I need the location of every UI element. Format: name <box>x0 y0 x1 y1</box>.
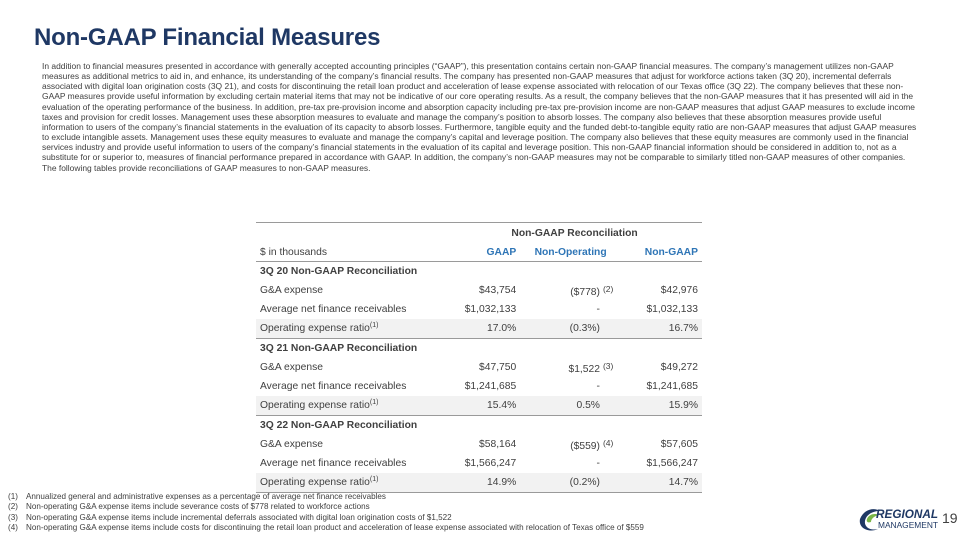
non-gaap-value: 14.7% <box>621 473 702 493</box>
section-heading-row <box>256 262 702 282</box>
row-label <box>256 473 447 493</box>
non-operating-value: - <box>596 381 600 392</box>
row-label-text: Operating expense ratio <box>260 400 370 411</box>
reconciliation-table <box>256 222 702 493</box>
non-gaap-value: $57,605 <box>660 439 698 450</box>
non-operating-value: 0.5% <box>576 400 600 411</box>
non-operating-value: (0.2%) <box>569 477 600 488</box>
gaap-value: $1,241,685 <box>464 381 517 392</box>
row-label-text: Average net finance receivables <box>260 381 407 392</box>
footnote-text: Non-operating G&A expense items include severance costs of $778 related to workforce actions <box>26 502 370 512</box>
row-label-text: G&A expense <box>260 439 323 450</box>
footnote-text: Non-operating G&A expense items include costs for discontinuing the retail loan product and acceleration of lease expense associated with relocation of Texas office of $559 <box>26 522 644 532</box>
section-heading-row <box>256 339 702 359</box>
non-operating-cell <box>520 281 621 300</box>
non-operating-value: ($778) <box>570 286 600 298</box>
table-row <box>256 454 702 473</box>
unit-label: $ in thousands <box>256 243 447 262</box>
table-group-header: Non-GAAP Reconciliation <box>447 223 702 244</box>
row-label-text: Operating expense ratio <box>260 323 370 334</box>
footnote-item <box>8 492 808 502</box>
non-operating-cell <box>520 358 621 377</box>
non-gaap-value: $49,272 <box>660 362 698 373</box>
row-label <box>256 358 447 377</box>
svg-text:MANAGEMENT: MANAGEMENT <box>878 520 938 530</box>
non-gaap-value: 15.9% <box>621 396 702 416</box>
row-label <box>256 396 447 416</box>
footnote-mark: (4) <box>602 437 614 448</box>
non-operating-value: ($559) <box>570 440 600 452</box>
non-operating-cell <box>520 454 621 473</box>
non-operating-cell <box>520 377 621 396</box>
table-group-header-row <box>256 223 702 244</box>
non-gaap-value: $1,032,133 <box>646 304 698 315</box>
non-operating-cell <box>520 435 621 454</box>
footnote-ref: (1) <box>369 399 379 406</box>
non-operating-cell <box>520 473 621 493</box>
footnote-number: (2) <box>8 502 18 512</box>
row-label <box>256 454 447 473</box>
footnote-mark: (2) <box>602 283 614 294</box>
non-operating-cell <box>520 319 621 339</box>
row-label-text: Average net finance receivables <box>260 458 407 469</box>
footnotes-list <box>8 492 808 533</box>
non-gaap-value: $1,241,685 <box>646 381 698 392</box>
row-label-text: G&A expense <box>260 362 323 373</box>
intro-paragraph: In addition to financial measures presented in accordance with generally accepted accounting principles (“GAAP”), this presentation contains certain non-GAAP financial measures. The company’s management utilizes non-GAAP measures as additional metrics to aid in, and enhance, its understanding of the company’s financial results. The company has presented non-GAAP measures that adjust for workforce actions taken (3Q 20), incremental deferrals associated with digital loan origination costs (3Q 21), and costs for discontinuing the retail loan product and acceleration of lease expense associated with relocation of our Texas office (3Q 22). The company believes that these non-GAAP measures provide useful information by excluding certain material items that may not be indicative of our core operating results. As a result, the company believes that the non-GAAP measures that it has presented will aid in the evaluation of the operating performance of the business. In addition, pre-tax pre-provision income and absorption capacity including pre-tax pre-provision income are non-GAAP measures that adjust GAAP measures to exclude income taxes and provision for credit losses. Management uses these absorption measures to evaluate and manage the company’s position to absorb losses. The company also believes that these absorption measures provide useful information to users of the company’s financial statements in the evaluation of its capacity to absorb losses. Furthermore, tangible equity and the funded debt-to-tangible equity ratio are non-GAAP measures that adjust GAAP measures to exclude intangible assets. Management uses these equity measures to evaluate and manage the company’s capital and leverage position. The company also believes that these equity measures are commonly used in the financial services industry and provide useful information to users of the company’s financial statements in the evaluation of its capital and leverage position. This non-GAAP financial information should be considered in addition to, not as a substitute for or superior to, measures of financial performance prepared in accordance with GAAP. In addition, the company’s non-GAAP measures may not be comparable to similarly titled non-GAAP measures of other companies. The following tables provide reconciliations of GAAP measures to non-GAAP measures. <box>42 61 917 173</box>
non-gaap-value: $42,976 <box>660 285 698 296</box>
non-operating-value: $1,522 <box>568 363 600 375</box>
footnote-item <box>8 502 808 512</box>
footnote-ref: (1) <box>369 322 379 329</box>
gaap-value: $1,566,247 <box>464 458 517 469</box>
col-header-non-gaap: Non-GAAP <box>621 243 702 262</box>
table-row <box>256 377 702 396</box>
col-header-non-operating: Non-Operating <box>520 243 621 262</box>
section-heading: 3Q 22 Non-GAAP Reconciliation <box>260 420 418 431</box>
page-title: Non-GAAP Financial Measures <box>34 24 381 51</box>
non-operating-value: (0.3%) <box>569 323 600 334</box>
table-body <box>256 262 702 493</box>
non-operating-cell <box>520 300 621 319</box>
row-label <box>256 435 447 454</box>
table-row <box>256 396 702 416</box>
page-number: 19 <box>942 510 958 526</box>
footnote-number: (3) <box>8 512 18 522</box>
regional-management-logo <box>858 505 940 533</box>
non-operating-value: - <box>596 304 600 315</box>
section-heading-row <box>256 416 702 436</box>
section-heading: 3Q 21 Non-GAAP Reconciliation <box>260 343 418 354</box>
row-label <box>256 281 447 300</box>
row-label-text: Operating expense ratio <box>260 477 370 488</box>
gaap-value: 14.9% <box>447 473 520 493</box>
footnote-number: (1) <box>8 492 18 501</box>
table-row <box>256 435 702 454</box>
gaap-value: $43,754 <box>479 285 517 296</box>
non-gaap-value: $1,566,247 <box>646 458 698 469</box>
footnote-ref: (1) <box>369 476 379 483</box>
non-gaap-value: 16.7% <box>621 319 702 339</box>
footnote-item <box>8 523 808 533</box>
footnote-mark: (3) <box>602 360 614 371</box>
table-row <box>256 300 702 319</box>
gaap-value: $1,032,133 <box>464 304 517 315</box>
row-label-text: G&A expense <box>260 285 323 296</box>
col-header-gaap: GAAP <box>447 243 520 262</box>
gaap-value: 15.4% <box>447 396 520 416</box>
table-group-spacer <box>256 223 447 244</box>
footnote-text: Non-operating G&A expense items include incremental deferrals associated with digital loan origination costs of $1,522 <box>26 512 452 522</box>
table-row <box>256 358 702 377</box>
footnote-number: (4) <box>8 522 18 532</box>
row-label <box>256 377 447 396</box>
footnote-item <box>8 513 808 523</box>
non-operating-cell <box>520 396 621 416</box>
footnote-text: Annualized general and administrative expenses as a percentage of average net finance receivables <box>26 492 386 501</box>
table-row <box>256 319 702 339</box>
gaap-value: $58,164 <box>479 439 517 450</box>
table-row <box>256 473 702 493</box>
non-operating-value: - <box>596 458 600 469</box>
row-label-text: Average net finance receivables <box>260 304 407 315</box>
gaap-value: 17.0% <box>447 319 520 339</box>
table-row <box>256 281 702 300</box>
svg-text:REGIONAL: REGIONAL <box>876 509 938 521</box>
row-label <box>256 300 447 319</box>
row-label <box>256 319 447 339</box>
gaap-value: $47,750 <box>479 362 517 373</box>
section-heading: 3Q 20 Non-GAAP Reconciliation <box>260 266 418 277</box>
table-column-header-row <box>256 243 702 262</box>
